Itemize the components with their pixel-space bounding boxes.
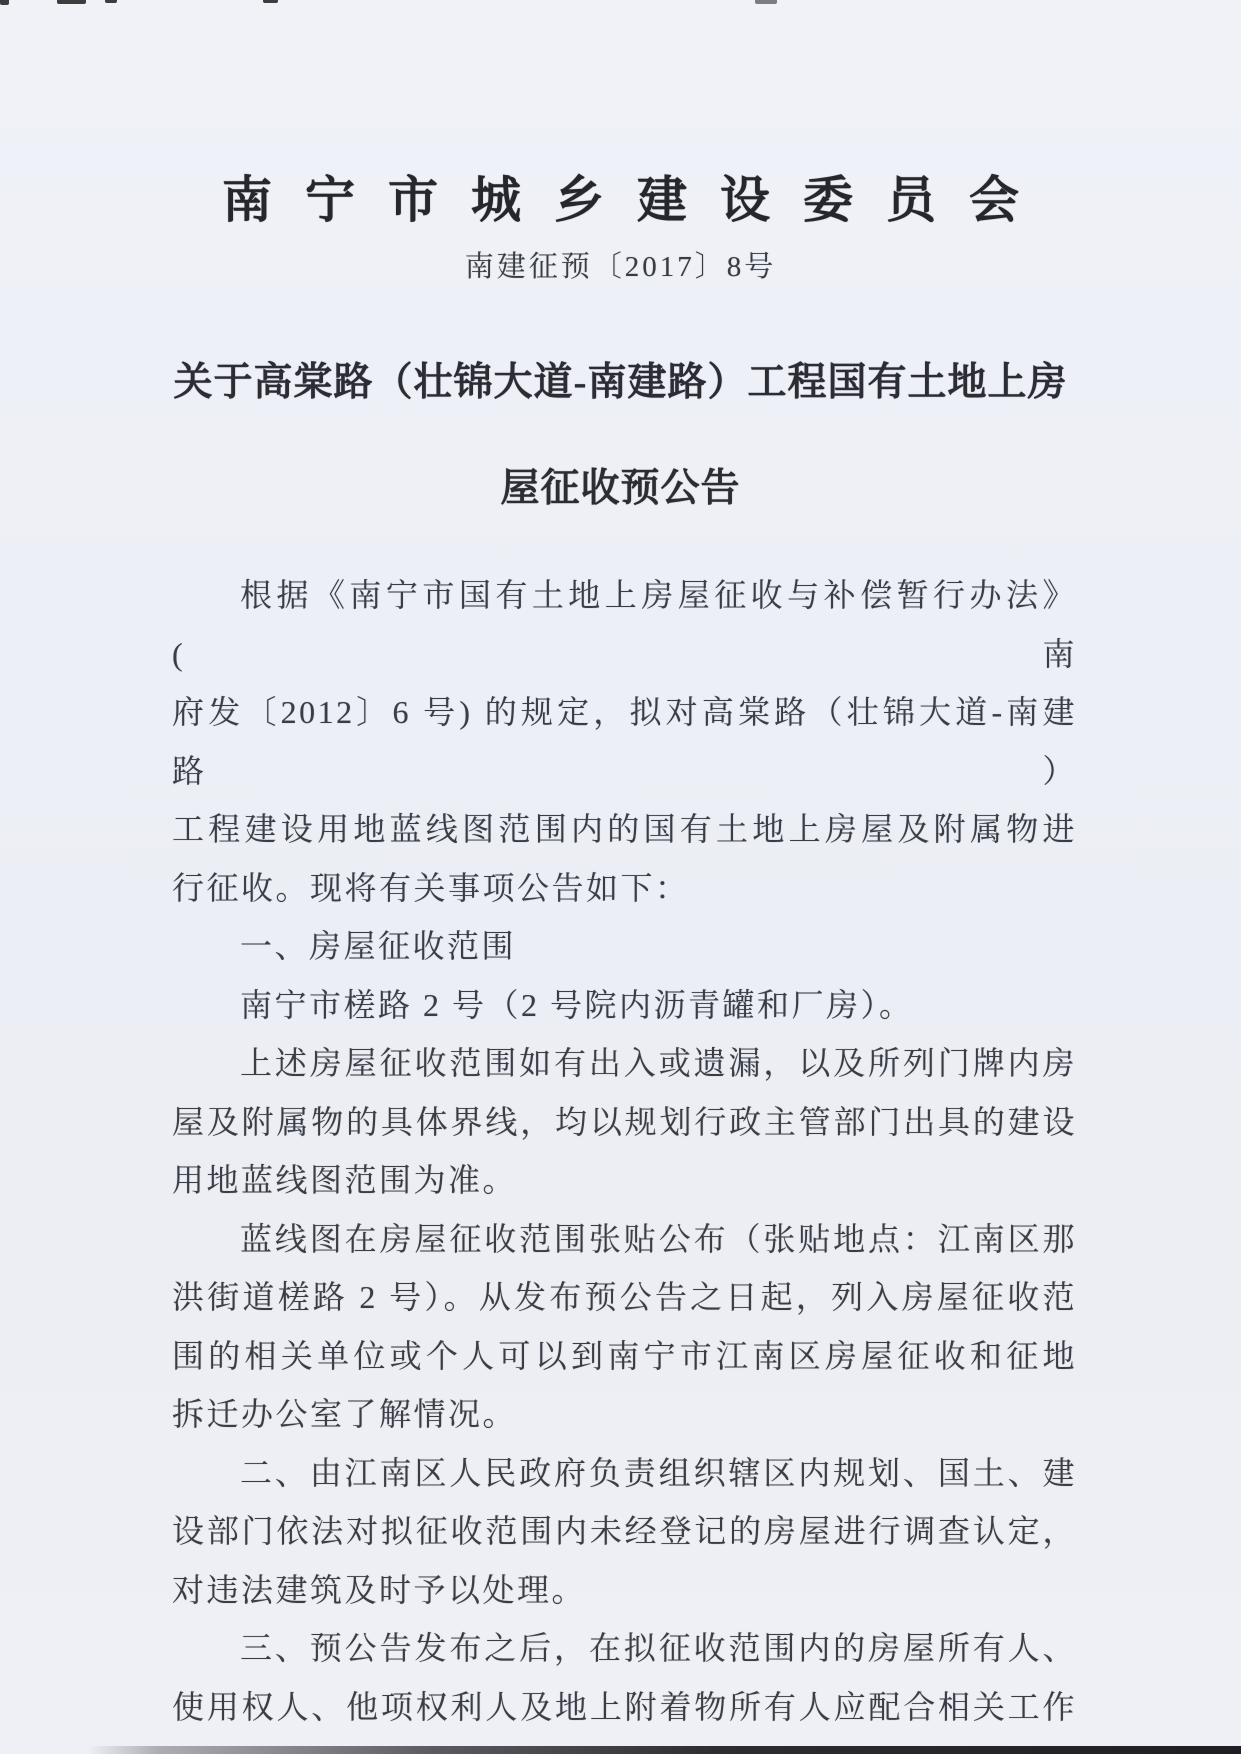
body-line: 用地蓝线图范围为准。 xyxy=(172,1162,518,1198)
body-line: 根据《南宁市国有土地上房屋征收与补偿暂行办法》(南 xyxy=(172,577,1077,672)
body-line: 上述房屋征收范围如有出入或遗漏，以及所列门牌内房 xyxy=(240,1045,1077,1081)
body-line: 蓝线图在房屋征收范围张贴公布（张贴地点：江南区那 xyxy=(240,1220,1077,1257)
body-line: 拆迁办公室了解情况。 xyxy=(172,1396,518,1432)
announcement-title-line-1: 关于高棠路（壮锦大道-南建路）工程国有土地上房 xyxy=(173,361,1068,404)
body-line: 屋及附属物的具体界线，均以规划行政主管部门出具的建设 xyxy=(172,1103,1077,1140)
announcement-title xyxy=(120,330,1121,542)
issuer-title: 南宁市城乡建设委员会 xyxy=(222,172,1052,228)
body-line: 对违法建筑及时予以处理。 xyxy=(172,1571,587,1608)
scan-bottom-edge xyxy=(88,1746,1241,1754)
body-line: 使用权人、他项权利人及地上附着物所有人应配合相关工作 xyxy=(172,1688,1077,1725)
body-line: 工程建设用地蓝线图范围内的国有土地上房屋及附属物进 xyxy=(172,811,1077,847)
scan-artifact xyxy=(755,0,777,4)
body-line: 围的相关单位或个人可以到南宁市江南区房屋征收和征地 xyxy=(172,1337,1077,1374)
body-line: 二、由江南区人民政府负责组织辖区内规划、国土、建 xyxy=(240,1454,1077,1491)
scan-artifact xyxy=(57,0,86,4)
scan-artifact xyxy=(263,0,278,3)
announcement-title-line-2: 屋征收预公告 xyxy=(500,467,741,510)
body-line: 三、预公告发布之后，在拟征收范围内的房屋所有人、 xyxy=(240,1630,1077,1666)
document-number: 南建征预〔2017〕8号 xyxy=(464,251,777,283)
document-body xyxy=(172,566,1077,1736)
body-line: 设部门依法对拟征收范围内未经登记的房屋进行调查认定， xyxy=(172,1513,1077,1549)
body-line: 行征收。现将有关事项公告如下： xyxy=(172,869,690,906)
body-line: 一、房屋征收范围 xyxy=(240,928,517,964)
scan-artifact xyxy=(0,0,9,5)
body-line: 府发〔2012〕6 号) 的规定，拟对高棠路（壮锦大道-南建路） xyxy=(172,694,1077,789)
body-line: 南宁市槎路 2 号（2 号院内沥青罐和厂房）。 xyxy=(240,986,914,1023)
scan-artifact xyxy=(105,0,117,3)
body-line: 洪街道槎路 2 号）。从发布预公告之日起，列入房屋征收范 xyxy=(172,1279,1077,1315)
